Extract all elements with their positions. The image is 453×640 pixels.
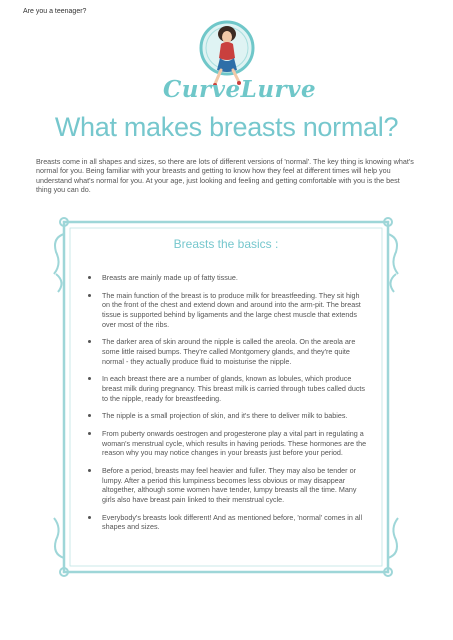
top-label: Are you a teenager?	[23, 8, 87, 15]
brand-wordmark: CurveLurve	[163, 76, 317, 103]
list-item	[88, 374, 368, 403]
list-item	[88, 291, 368, 329]
list-item	[88, 513, 368, 532]
bullet-icon	[88, 414, 91, 417]
list-item-text: The nipple is a small projection of skin, and it's there to deliver milk to babies.	[102, 411, 348, 421]
list-item-text: In each breast there are a number of glands, known as lobules, which produce breast milk during pregnancy. This breast milk is carried through tubes called ducts to the nipple, ready for breastfeeding.	[102, 374, 365, 403]
intro-paragraph: Breasts come in all shapes and sizes, so there are lots of different versions of 'normal'. The key thing is knowing what's normal for you. Being familiar with your breasts and getting to know how they feel at different times will help you understand what's normal for you. At your age, just looking and feeling and getting comfortable with you is the best thing you can do.	[36, 157, 414, 195]
basics-frame	[50, 212, 402, 580]
bullet-icon	[88, 432, 91, 435]
curvelurve-logo	[163, 18, 317, 110]
list-item	[88, 273, 368, 283]
bullet-icon	[88, 377, 91, 380]
list-item	[88, 466, 368, 504]
list-item-text: Everybody's breasts look different! And as mentioned before, 'normal' comes in all shapes and sizes.	[102, 512, 363, 532]
bullet-icon	[88, 340, 91, 343]
page-title: What makes breasts normal?	[54, 112, 399, 142]
list-item	[88, 337, 368, 366]
list-item-text: The darker area of skin around the nipple is called the areola. On the areola are some little raised bumps. They're called Montgomery glands, and they're quite normal - they actually produce fluid to moisturise the nipple.	[102, 337, 356, 366]
basics-heading: Breasts the basics :	[173, 237, 279, 251]
list-item-text: The main function of the breast is to produce milk for breastfeeding. They sit high on the front of the chest and extend down and around into the arm-pit. The breast tissue is supported behind by ligaments and the large chest muscle that extends over most of the ribs.	[102, 290, 361, 329]
bullet-icon	[88, 294, 91, 297]
bullet-icon	[88, 469, 91, 472]
list-item-text: Breasts are mainly made up of fatty tissue.	[102, 273, 238, 282]
list-item	[88, 429, 368, 458]
list-item-text: From puberty onwards oestrogen and progesterone play a vital part in regulating a woman's menstrual cycle, which results in having periods. These hormones are the reason why you may notice changes in your breasts just before your period.	[102, 429, 367, 458]
list-item	[88, 411, 368, 421]
bullet-icon	[88, 276, 91, 279]
basics-list	[88, 273, 368, 540]
list-item-text: Before a period, breasts may feel heavier and fuller. They may also be tender or lumpy. After a period this lumpiness becomes less obvious or may disappear altogether, although some women have tender, lumpy breasts all the time. Many girls also have breast pain linked to their menstrual cycle.	[102, 466, 357, 504]
bullet-icon	[88, 516, 91, 519]
